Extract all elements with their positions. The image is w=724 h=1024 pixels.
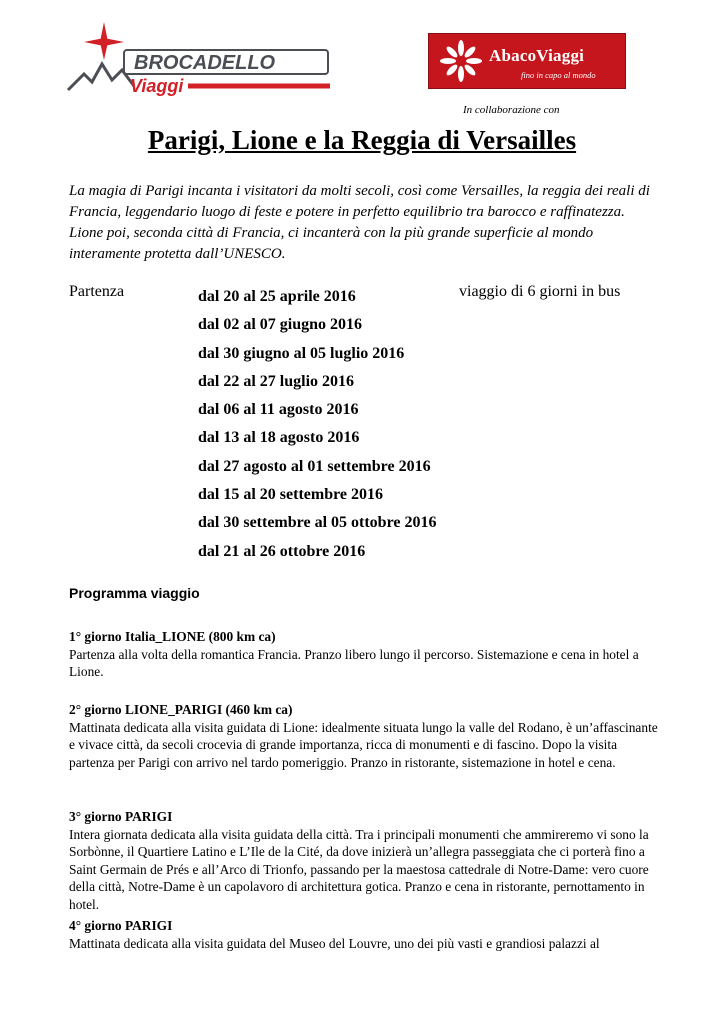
day-title: 4° giorno PARIGI [69,918,173,933]
departure-label: Partenza [69,283,125,300]
departure-date: dal 22 al 27 luglio 2016 [198,372,355,390]
day-text: Intera giornata dedicata alla visita guidata della città. Tra i principali monumenti che ammireremo vi sono la Sorbònne, il Quartiere Latino e L’Ile de la Cité, da dove inizierà un’allegra passeggiata che ci porterà fino a Saint Germain de Prés e all’Arco di Trionfo, passando per la maestosa cattedrale di Notre-Dame: vero cuore della città, Notre-Dame è un capolavoro di architettura gotica. Pranzo e cena in ristorante, pernottamento in hotel. [69,826,649,912]
intro-paragraph: La magia di Parigi incanta i visitatori da molti secoli, così come Versailles, la reggia dei reali di Francia, leggendario luogo di feste e potere in perfetto equilibrio tra barocco e raffinatezza. Lione poi, seconda città di Francia, ci incanterà con la più grande superficie al mondo interamente protetta dall’UNESCO. [69,183,650,262]
compass-rose-logo [84,22,124,60]
departure-date: dal 21 al 26 ottobre 2016 [198,542,366,560]
page-title: Parigi, Lione e la Reggia di Versailles [147,125,577,155]
day-text: Mattinata dedicata alla visita guidata del Museo del Louvre, uno dei più vasti e grandiosi palazzi al [69,935,600,951]
departure-date: dal 06 al 11 agosto 2016 [198,401,359,419]
brand-tagline: fino in capo al mondo [521,70,596,80]
departure-date: dal 15 al 20 settembre 2016 [198,486,384,504]
program-day-1 [69,628,659,681]
departure-date: dal 02 al 07 giugno 2016 [198,316,363,334]
departure-date: dal 20 al 25 aprile 2016 [198,288,356,305]
day-text: Partenza alla volta della romantica Francia. Pranzo libero lungo il percorso. Sistemazione e cena in hotel a Lione. [69,646,639,680]
day-text: Mattinata dedicata alla visita guidata di Lione: idealmente situata lungo la valle del Rodano, è un’affascinante e vivace città, da secoli crocevia di grande importanza, ricca di monumenti e di fascino. Dopo la visita partenza per Parigi con arrivo nel tardo pomeriggio. Pranzo in ristorante, sistemazione in hotel e cena. [69,719,658,770]
program-day-2 [69,701,659,771]
collaboration-note: In collaborazione con [463,104,560,116]
departure-date: dal 27 agosto al 01 settembre 2016 [198,457,431,475]
day-title: 2° giorno LIONE_PARIGI (460 km ca) [69,702,293,717]
departure-dates-list [198,283,436,566]
day-title: 1° giorno Italia_LIONE (800 km ca) [69,629,276,644]
flower-logo [439,39,483,83]
abacoviaggi-logo [428,33,626,89]
departure-date: dal 30 giugno al 05 luglio 2016 [198,344,405,362]
trip-duration-note: viaggio di 6 giorni in bus [459,283,621,300]
svg-text:Viaggi: Viaggi [130,76,184,96]
departure-date: dal 30 settembre al 05 ottobre 2016 [198,514,437,532]
program-heading: Programma viaggio [69,585,200,601]
departure-date: dal 13 al 18 agosto 2016 [198,429,360,447]
svg-text:BROCADELLO: BROCADELLO [134,52,276,74]
program-day-3 [69,808,659,914]
day-title: 3° giorno PARIGI [69,809,173,824]
brand-name: AbacoViaggi [489,46,585,65]
program-day-4 [69,917,659,952]
brocadello-logo [64,20,336,98]
